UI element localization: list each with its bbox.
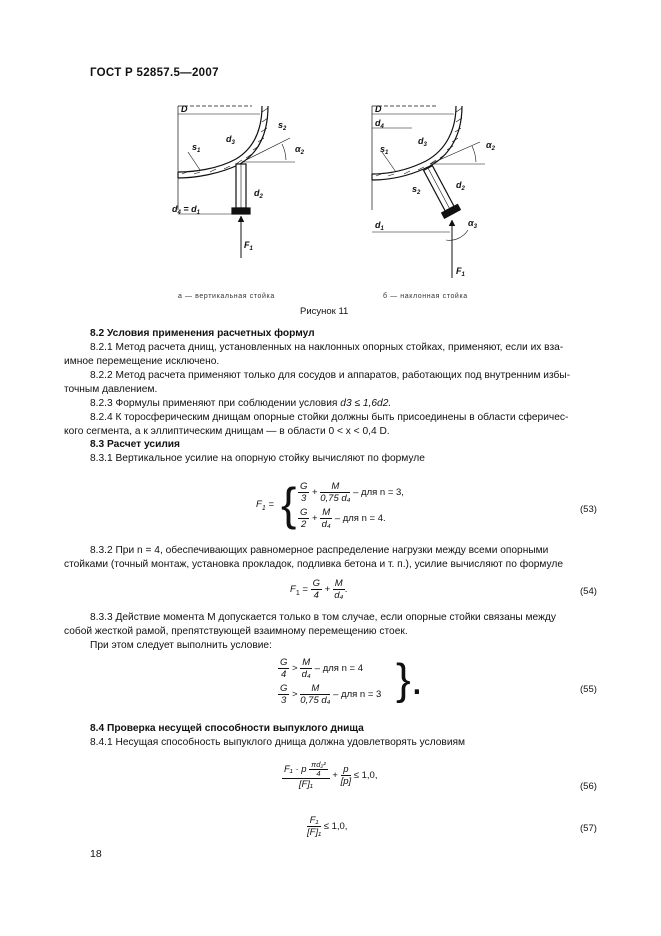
svg-text:D: D [375,104,382,114]
para-8-3-3-b: собой жесткой рамой, препятствующей взаимному перемещению стоек. [64,626,408,637]
label-D-a: D [181,104,188,114]
svg-text:d3: $d_3$ [418,136,427,148]
svg-text:s2: $s_2$ [412,184,421,196]
equation-54: $F_1$ = $\frac{G}{4}$ + $\frac{M}{\text{d₄}}$ . [290,578,348,601]
equation-53-number: (53) [580,504,597,515]
para-8-2-2-a: 8.2.2 Метод расчета применяют только для сосудов и аппаратов, работающих под внутренним избы- [90,370,571,381]
para-8-3-2-a: 8.3.2 При n = 4, обеспечивающих равномерное распределение нагрузки между всеми опорными [90,545,549,556]
svg-text:α3: $\alpha_3$ [468,218,477,230]
page-number: 18 [90,848,102,860]
equation-54-number: (54) [580,586,597,597]
para-8-3-3-c: При этом следует выполнить условие: [90,640,272,651]
svg-text:s1: $s_1$ [192,142,201,154]
para-8-2-3: 8.2.3 Формулы применяют при соблюдении условия d3 ≤ 1,6d2. [90,398,392,409]
svg-text:α2: $\alpha_2$ [486,140,495,152]
equation-56: F₁ · p $\frac{\text{πd₂²}}{4}$ [F]₁ + $\frac{p}{[p]}$ ≤ 1,0, [284,760,378,790]
condition-d3: d3 ≤ 1,6d2. [340,398,392,409]
para-8-3-2-b: стойками (точный монтаж, установка прокладок, подливка бетона и т. п.), усилие вычисляют по формуле [64,559,564,570]
figure-b-inclined-support [372,106,485,278]
svg-text:s1: $s_1$ [380,144,389,156]
para-8-3-1: 8.3.1 Вертикальное усилие на опорную стойку вычисляют по формуле [90,453,425,464]
equation-55-number: (55) [580,684,597,695]
equation-56-number: (56) [580,781,597,792]
figure-11-drawing [150,92,550,292]
equation-55: $\frac{G}{4}$ > $\frac{M}{\text{d₄}}$ – для n = 4 $\frac{G}{3}$ > $\frac{M}{\text{0,75 d₄}}$ – для n = 3 }. [280,655,423,706]
figure-title: Рисунок 11 [300,306,349,317]
caption-b: б — наклонная стойка [383,293,468,300]
caption-a: а — вертикальная стойка [178,293,275,300]
equation-57-number: (57) [580,823,597,834]
para-8-2-4-a: 8.2.4 К торосферическим днищам опорные стойки должны быть присоединены в области сферичес- [90,412,569,423]
svg-text:F1: $F_1$ [456,266,465,278]
section-8-4-title: 8.4 Проверка несущей способности выпуклого днища [90,723,364,734]
svg-text:d2: $d_2$ [254,188,263,200]
section-8-3-title: 8.3 Расчет усилия [90,439,181,450]
equation-57: $\frac{\text{F₁}}{\text{[F]₁}}$ ≤ 1,0, [307,815,348,838]
svg-text:α2: $\alpha_2$ [295,144,304,156]
svg-text:d4: $d_4$ [375,118,384,130]
svg-text:d1: $d_1$ [375,220,384,232]
para-8-4-1: 8.4.1 Несущая способность выпуклого днища должна удовлетворять условиям [90,737,466,748]
svg-text:d2: $d_2$ [456,180,465,192]
equation-53: $F_1$ = { $\frac{G}{3}$ + $\frac{M}{\text{0,75 d₄}}$ – для n = 3, $\frac{G}{2}$ + $\frac{M}{\text{d₄}}$ – для n = 4. [256,478,404,530]
document-header: ГОСТ Р 52857.5—2007 [90,67,219,79]
section-8-2-title: 8.2 Условия применения расчетных формул [90,328,315,339]
para-8-2-4-b: кого сегмента, а к эллиптическим днищам — в области 0 < x < 0,4 D. [64,426,390,437]
svg-text:d3: $d_3$ [226,134,235,146]
para-8-2-2-b: точным давлением. [64,384,158,395]
para-8-2-1-a: 8.2.1 Метод расчета днищ, установленных на наклонных опорных стойках, применяют, если их вза- [90,342,564,353]
svg-text:d4 = d1: $d_4 = d_1$ [172,204,200,216]
svg-text:F1: $F_1$ [244,240,253,252]
para-8-2-1-b: имное перемещение исключено. [64,356,220,367]
para-8-3-3-a: 8.3.3 Действие момента M допускается только в том случае, если опорные стойки связаны между [90,612,556,623]
svg-text:s2: $s_2$ [278,120,287,132]
